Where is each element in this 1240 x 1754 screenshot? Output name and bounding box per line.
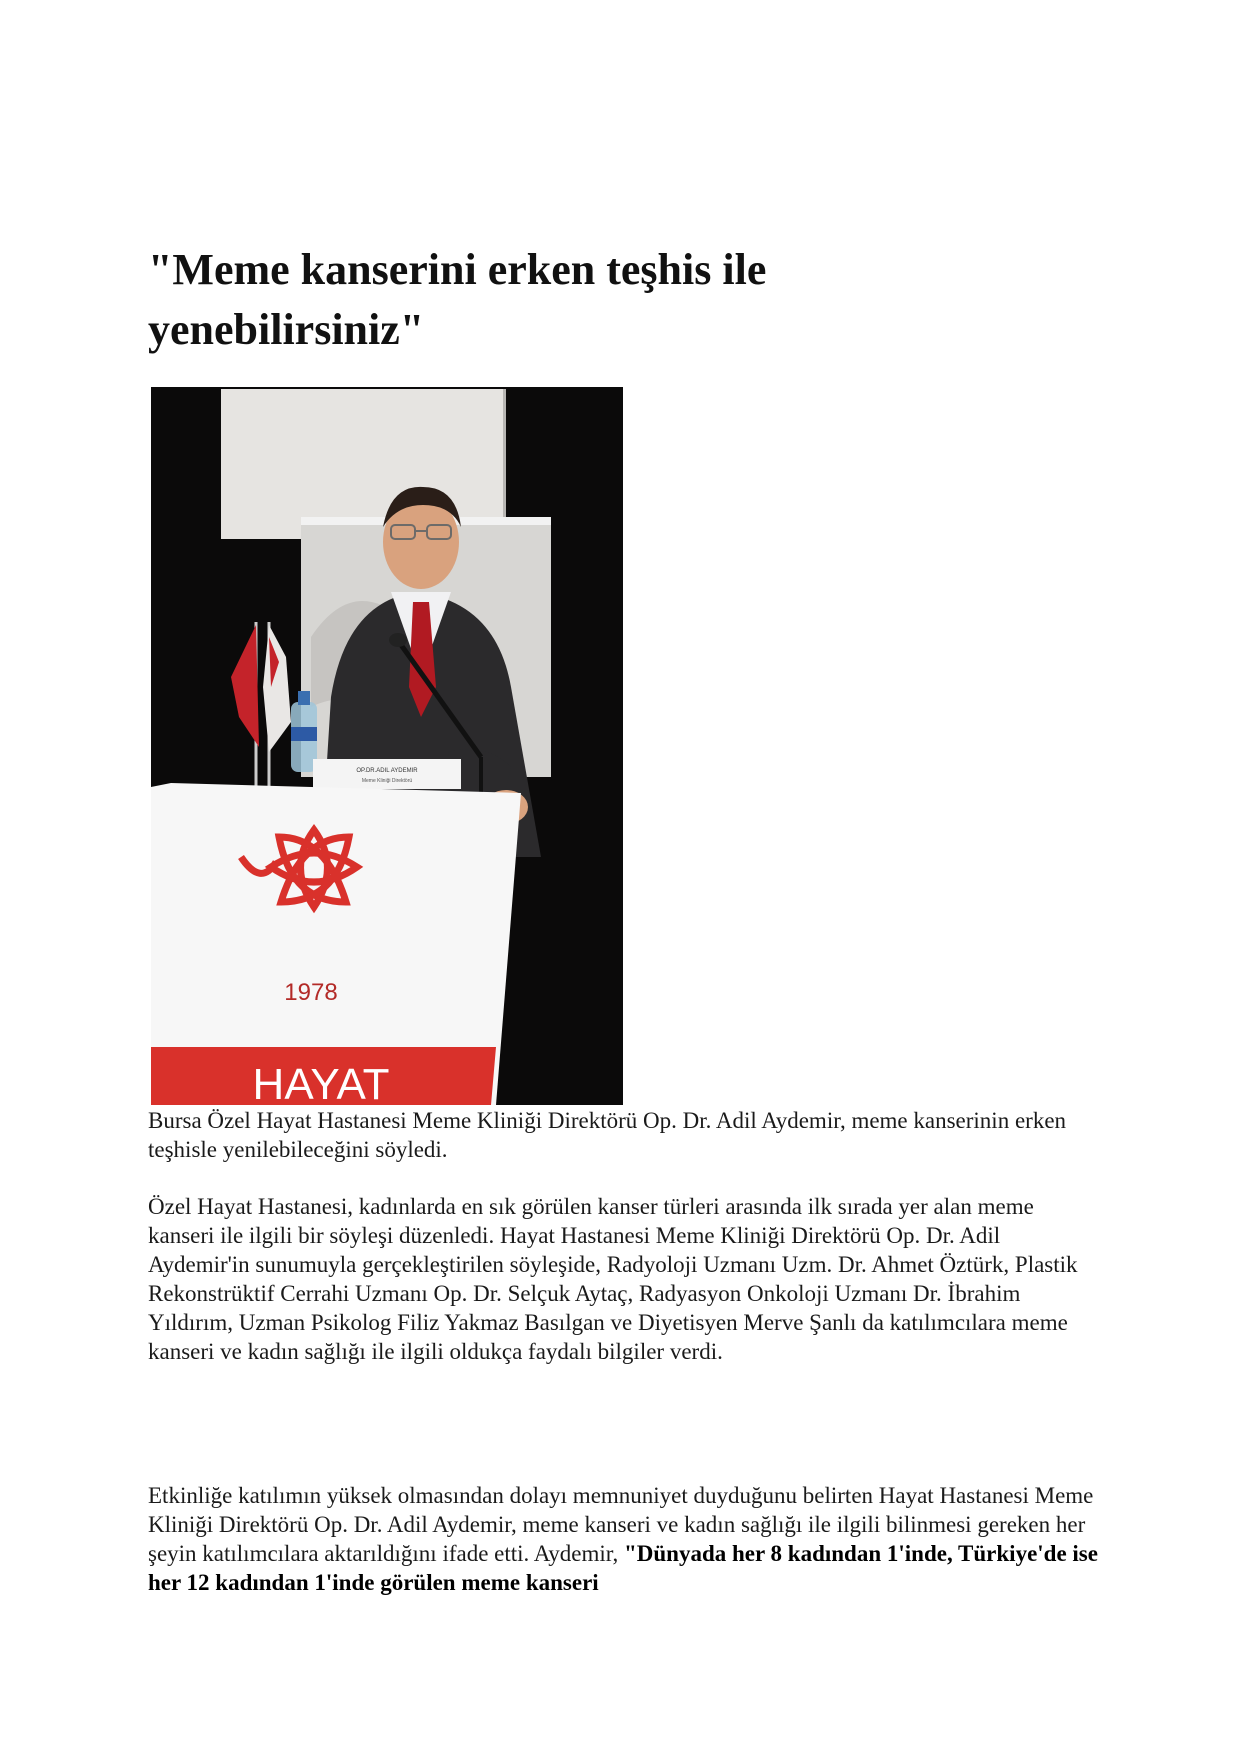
projection-screen [221,389,505,539]
paragraph-3-quote: "Dünyada her 8 kadından 1'inde, Türkiye'de ise her 12 kadından 1'inde görülen meme kanseri [148,1541,1098,1595]
name-plate [313,759,461,789]
article-paragraph-3 [148,1481,1098,1597]
article-paragraph-1: Bursa Özel Hayat Hastanesi Meme Kliniği Direktörü Op. Dr. Adil Aydemir, meme kanserinin erken teşhisle yenilebileceğini söyledi. [148,1108,1067,1162]
podium-brand: HAYAT [252,1060,390,1105]
svg-text:Meme Kliniği Direktörü: Meme Kliniği Direktörü [361,778,413,784]
paragraph-3-text: Etkinliğe katılımın yüksek olmasından dolayı memnuniyet duyduğunu belirten Hayat Hastanesi Meme Kliniği Direktörü Op. Dr. Adil Aydemir, meme kanseri ve kadın sağlığı ile ilgili bilinmesi gereken her şeyin katılımcılara aktarıldığını ifade etti. Aydemir, [148,1483,1094,1566]
article-photo [151,387,623,1105]
article-title: "Meme kanserini erken teşhis ile yenebilirsiniz" [148,245,767,354]
article-paragraph-2: Özel Hayat Hastanesi, kadınlarda en sık görülen kanser türleri arasında ilk sırada yer alan meme kanseri ile ilgili bir söyleşi düzenledi. Hayat Hastanesi Meme Kliniği Direktörü Op. Dr. Adil Aydemir'in sunumuyla gerçekleştirilen söyleşide, Radyoloji Uzmanı Uzm. Dr. Ahmet Öztürk, Plastik Rekonstrüktif Cerrahi Uzmanı Op. Dr. Selçuk Aytaç, Radyasyon Onkoloji Uzmanı Dr. İbrahim Yıldırım, Uzman Psikolog Filiz Yakmaz Basılgan ve Diyetisyen Merve Şanlı da katılımcılara meme kanseri ve kadın sağlığı ile ilgili oldukça faydalı bilgiler verdi. [148,1194,1078,1364]
podium-year: 1978 [284,979,338,1006]
podium [151,783,521,1105]
svg-text:OP.DR.ADIL AYDEMIR: OP.DR.ADIL AYDEMIR [356,768,418,774]
